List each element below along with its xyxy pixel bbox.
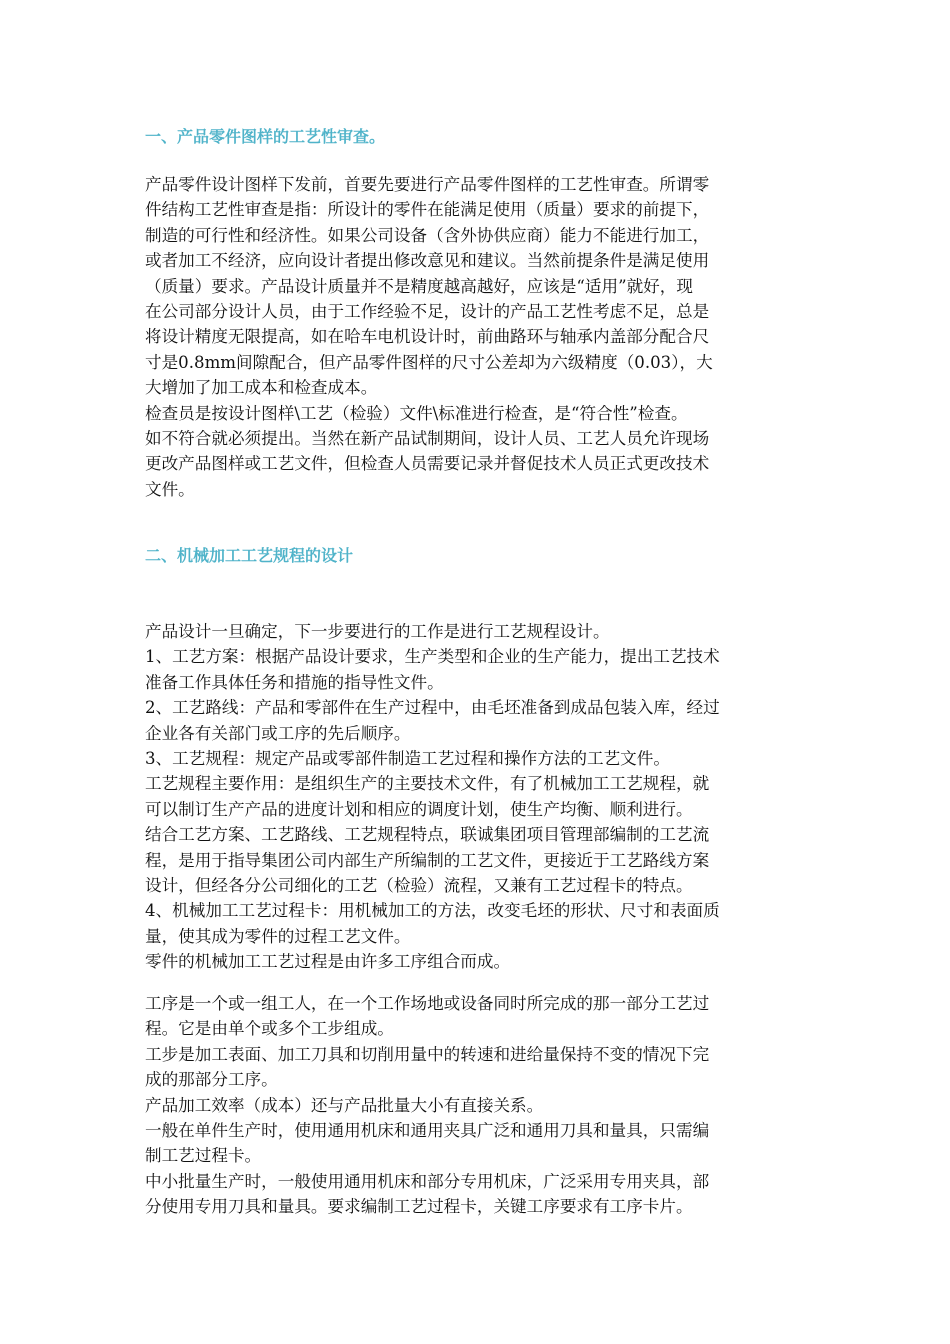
paragraph-line: 设计，但经各分公司细化的工艺（检验）流程，又兼有工艺过程卡的特点。 <box>145 875 693 895</box>
paragraph-line: 产品零件设计图样下发前，首要先要进行产品零件图样的工艺性审查。所谓零 <box>145 175 710 194</box>
paragraph-line: 1、工艺方案：根据产品设计要求，生产类型和企业的生产能力，提出工艺技术 <box>145 647 720 667</box>
paragraph-line: 工序是一个或一组工人，在一个工作场地或设备同时所完成的那一部分工艺过 <box>145 994 710 1013</box>
paragraph-line: 一般在单件生产时，使用通用机床和通用夹具广泛和通用刀具和量具，只需编 <box>145 1120 710 1140</box>
paragraph-line: 大增加了加工成本和检查成本。 <box>145 378 378 398</box>
section-2-heading: 二、机械加工工艺规程的设计 <box>145 546 354 565</box>
paragraph-line: 制工艺过程卡。 <box>145 1146 262 1166</box>
paragraph-line: 件结构工艺性审查是指：所设计的零件在能满足使用（质量）要求的前提下， <box>145 200 710 220</box>
section-1-heading: 一、产品零件图样的工艺性审查。 <box>145 127 386 146</box>
paragraph-line: 程，是用于指导集团公司内部生产所编制的工艺文件，更接近于工艺路线方案 <box>145 850 710 870</box>
paragraph-line: 制造的可行性和经济性。如果公司设备（含外协供应商）能力不能进行加工， <box>145 225 710 245</box>
paragraph-line: 可以制订生产产品的进度计划和相应的调度计划，使生产均衡、顺利进行。 <box>145 799 693 819</box>
paragraph-line: 量，使其成为零件的过程工艺文件。 <box>145 926 411 946</box>
section-2-body-continued <box>145 991 810 1220</box>
section-2-body <box>145 619 810 974</box>
paragraph-line: 准备工作具体任务和措施的指导性文件。 <box>145 672 444 692</box>
paragraph-line: 分使用专用刀具和量具。要求编制工艺过程卡，关键工序要求有工序卡片。 <box>145 1197 693 1217</box>
paragraph-line: 在公司部分设计人员，由于工作经验不足，设计的产品工艺性考虑不足，总是 <box>145 301 710 321</box>
paragraph-line: 工艺规程主要作用：是组织生产的主要技术文件，有了机械加工工艺规程，就 <box>145 774 710 794</box>
paragraph-line: 文件。 <box>145 479 195 499</box>
paragraph-line: 寸是0.8mm间隙配合，但产品零件图样的尺寸公差却为六级精度（0.03），大 <box>145 352 713 372</box>
paragraph-line: 将设计精度无限提高，如在哈车电机设计时，前曲路环与轴承内盖部分配合尺 <box>145 327 710 347</box>
paragraph-line: （质量）要求。产品设计质量并不是精度越高越好，应该是“适用”就好，现 <box>145 276 693 296</box>
paragraph-line: 零件的机械加工工艺过程是由许多工序组合而成。 <box>145 952 511 972</box>
paragraph-line: 产品加工效率（成本）还与产品批量大小有直接关系。 <box>145 1095 544 1115</box>
paragraph-line: 3、工艺规程：规定产品或零部件制造工艺过程和操作方法的工艺文件。 <box>145 748 670 768</box>
paragraph-line: 2、工艺路线：产品和零部件在生产过程中，由毛坯准备到成品包装入库，经过 <box>145 698 720 718</box>
paragraph-line: 工步是加工表面、加工刀具和切削用量中的转速和进给量保持不变的情况下完 <box>145 1044 710 1064</box>
section-1-body <box>145 172 810 502</box>
paragraph-line: 企业各有关部门或工序的先后顺序。 <box>145 723 411 743</box>
paragraph-line: 程。它是由单个或多个工步组成。 <box>145 1019 394 1039</box>
paragraph-line: 更改产品图样或工艺文件，但检查人员需要记录并督促技术人员正式更改技术 <box>145 454 710 474</box>
paragraph-line: 如不符合就必须提出。当然在新产品试制期间，设计人员、工艺人员允许现场 <box>145 428 710 448</box>
paragraph-line: 检查员是按设计图样\工艺（检验）文件\标准进行检查，是“符合性”检查。 <box>145 403 688 423</box>
paragraph-line: 结合工艺方案、工艺路线、工艺规程特点，联诚集团项目管理部编制的工艺流 <box>145 825 710 845</box>
paragraph-line: 成的那部分工序。 <box>145 1070 278 1090</box>
paragraph-line: 中小批量生产时，一般使用通用机床和部分专用机床，广泛采用专用夹具，部 <box>145 1171 710 1191</box>
paragraph-line: 产品设计一旦确定，下一步要进行的工作是进行工艺规程设计。 <box>145 622 610 641</box>
paragraph-line: 或者加工不经济，应向设计者提出修改意见和建议。当然前提条件是满足使用 <box>145 251 710 271</box>
paragraph-line: 4、机械加工工艺过程卡：用机械加工的方法，改变毛坯的形状、尺寸和表面质 <box>145 901 720 921</box>
